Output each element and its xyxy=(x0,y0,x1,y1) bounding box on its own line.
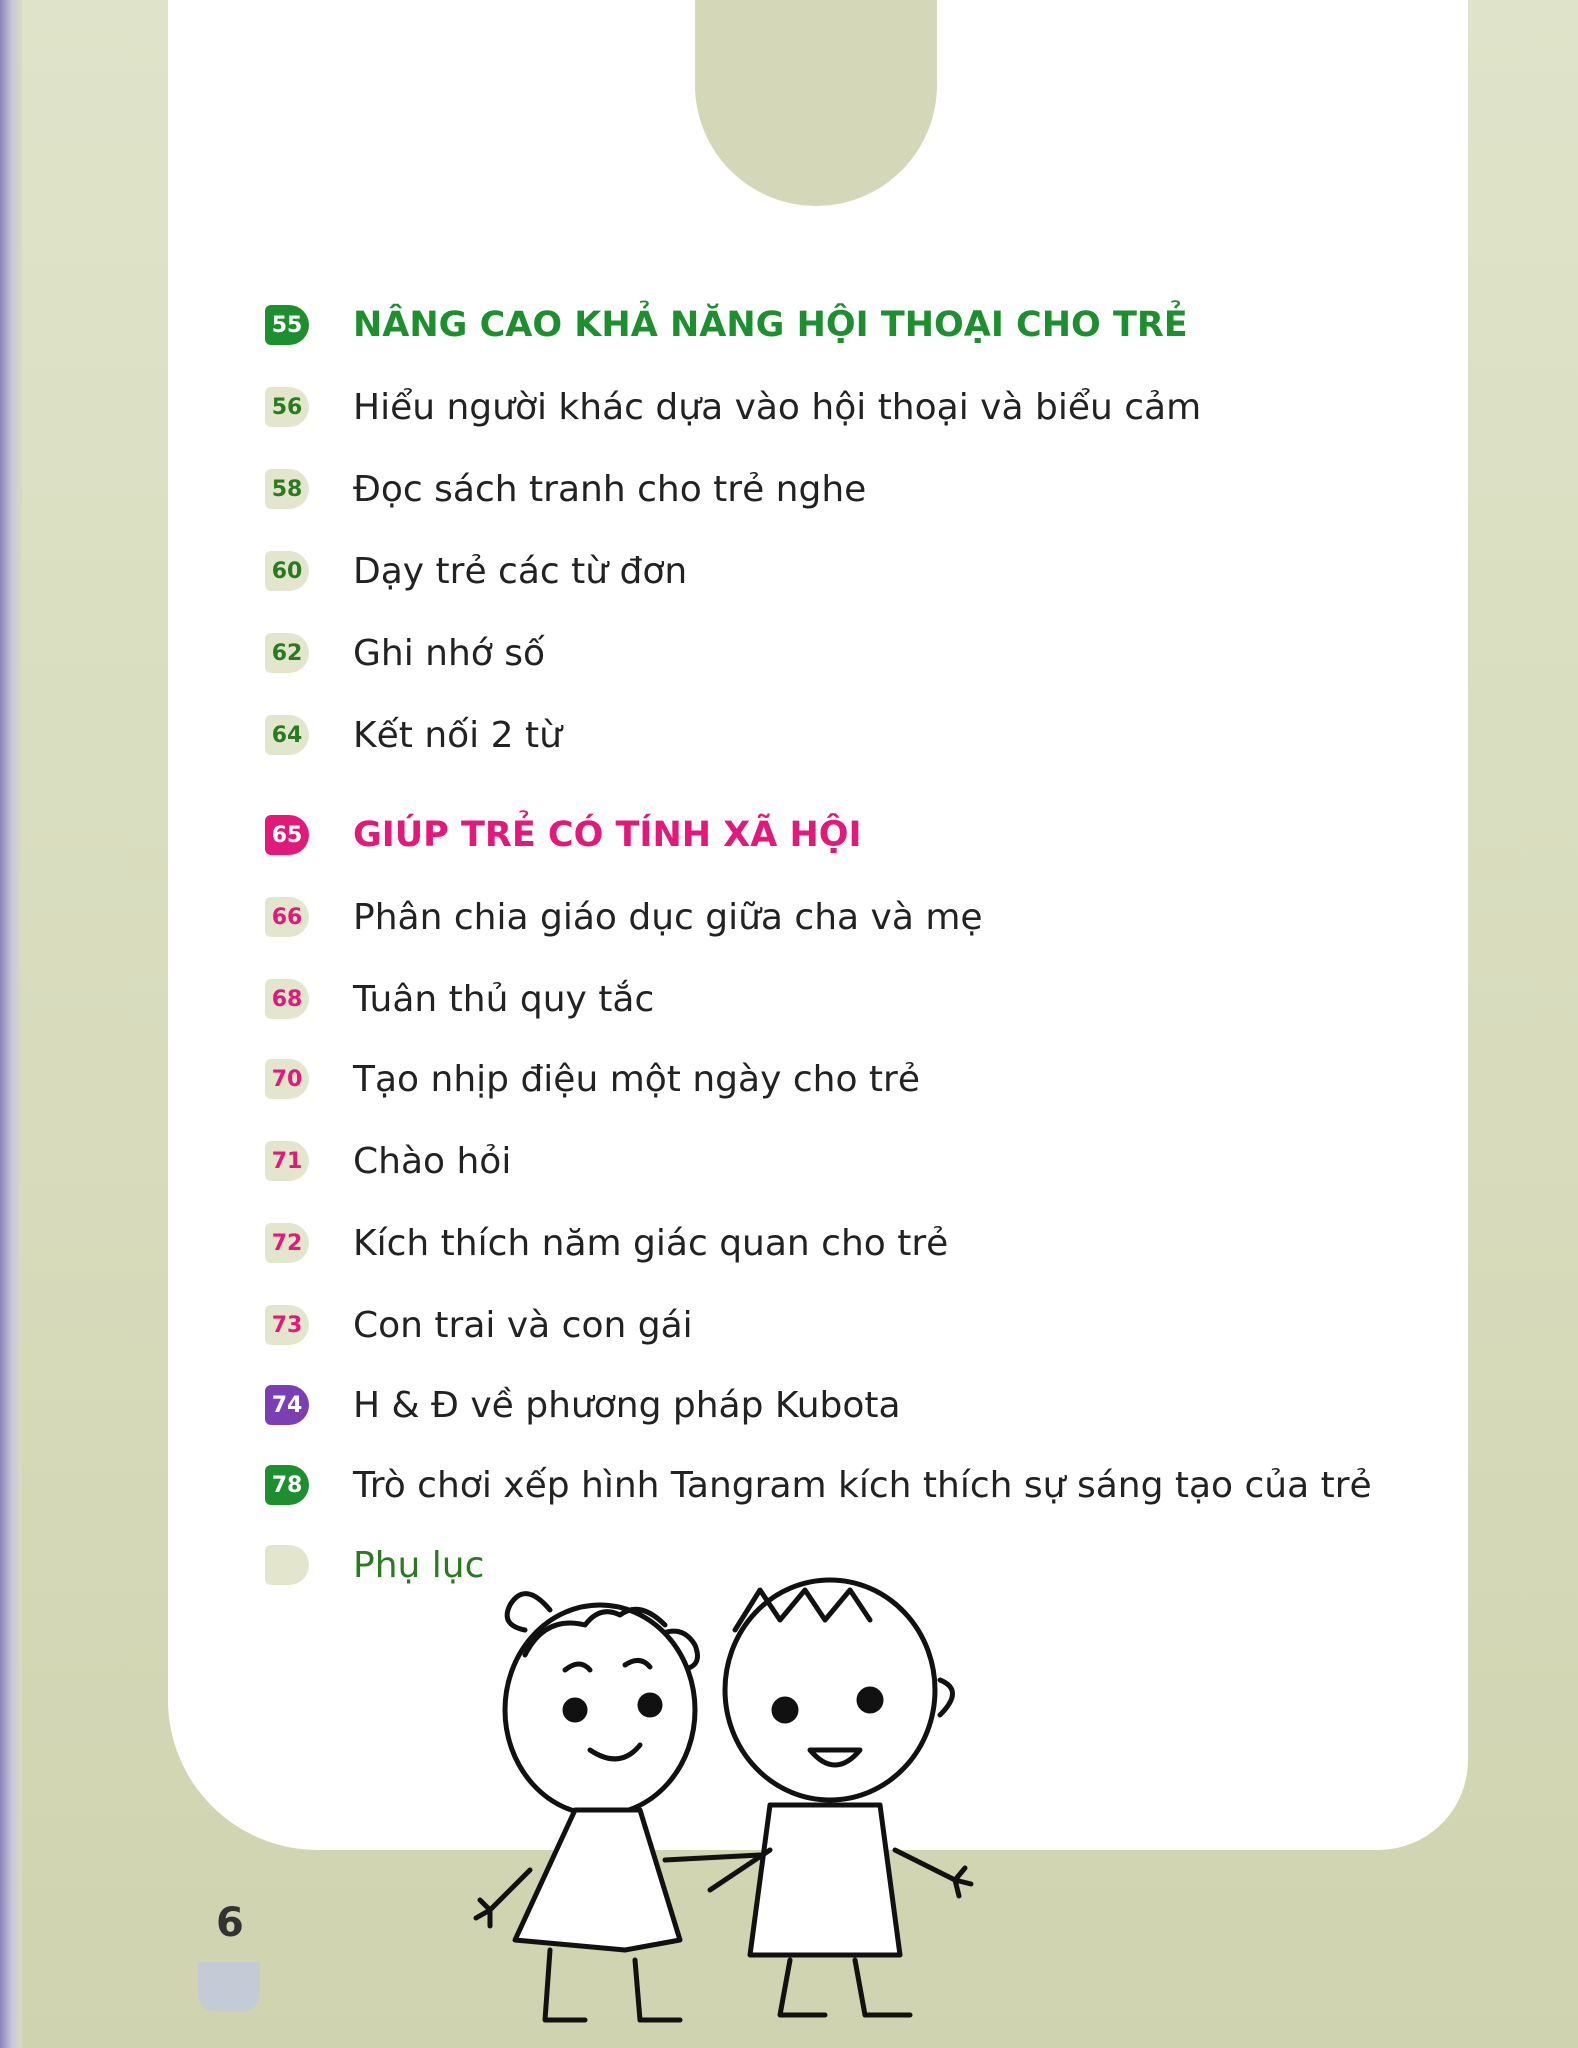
toc-item-label: Ghi nhớ số xyxy=(353,632,546,674)
page-number-badge: 64 xyxy=(265,715,309,755)
toc-entry[interactable] xyxy=(265,377,1201,437)
toc-item-label: H & Đ về phương pháp Kubota xyxy=(353,1384,901,1426)
girl-figure xyxy=(476,1594,760,2020)
toc-item-label: Kích thích năm giác quan cho trẻ xyxy=(353,1222,949,1264)
toc-item-label: Kết nối 2 từ xyxy=(353,714,562,756)
toc-entry[interactable] xyxy=(265,1131,511,1191)
toc-item-label: Tạo nhịp điệu một ngày cho trẻ xyxy=(353,1058,920,1100)
page-number-badge: 70 xyxy=(265,1059,309,1099)
page-number-badge: 55 xyxy=(265,305,309,345)
boy-figure xyxy=(710,1580,971,2015)
toc-section-heading: NÂNG CAO KHẢ NĂNG HỘI THOẠI CHO TRẺ xyxy=(353,305,1188,345)
toc-entry[interactable] xyxy=(265,805,862,865)
toc-entry[interactable] xyxy=(265,887,983,947)
toc-item-label: Hiểu người khác dựa vào hội thoại và biểu cảm xyxy=(353,386,1202,428)
toc-entry[interactable] xyxy=(265,1213,948,1273)
page-number-badge: 62 xyxy=(265,633,309,673)
toc-entry[interactable] xyxy=(265,295,1188,355)
toc-entry[interactable] xyxy=(265,541,687,601)
toc-entry[interactable] xyxy=(265,969,654,1029)
page-number-badge: 60 xyxy=(265,551,309,591)
page-number-badge: 78 xyxy=(265,1465,309,1505)
page-number-badge xyxy=(265,1545,309,1585)
toc-entry[interactable] xyxy=(265,623,545,683)
toc-item-label: Trò chơi xếp hình Tangram kích thích sự sáng tạo của trẻ xyxy=(353,1464,1372,1506)
toc-item-label: Đọc sách tranh cho trẻ nghe xyxy=(353,468,867,510)
toc-entry[interactable] xyxy=(265,1455,1372,1515)
page-number-tab xyxy=(198,1962,260,2012)
toc-item-label: Tuân thủ quy tắc xyxy=(353,978,655,1020)
page-number: 6 xyxy=(216,1900,244,1946)
page-number-badge: 73 xyxy=(265,1305,309,1345)
toc-item-label: Phụ lục xyxy=(353,1544,485,1586)
page-number-badge: 65 xyxy=(265,815,309,855)
toc-entry[interactable] xyxy=(265,1535,484,1595)
toc-entry[interactable] xyxy=(265,1295,693,1355)
toc-item-label: Chào hỏi xyxy=(353,1140,512,1182)
toc-item-label: Dạy trẻ các từ đơn xyxy=(353,550,688,592)
toc-section-heading: GIÚP TRẺ CÓ TÍNH XÃ HỘI xyxy=(353,815,862,855)
toc-entry[interactable] xyxy=(265,705,562,765)
page-number-badge: 56 xyxy=(265,387,309,427)
toc-entry[interactable] xyxy=(265,459,866,519)
page-number-badge: 68 xyxy=(265,979,309,1019)
toc-item-label: Phân chia giáo dục giữa cha và mẹ xyxy=(353,896,983,938)
page-number-badge: 71 xyxy=(265,1141,309,1181)
children-holding-hands-illustration xyxy=(470,1570,1050,2040)
toc-entry[interactable] xyxy=(265,1375,901,1435)
page-number-badge: 72 xyxy=(265,1223,309,1263)
page-number-badge: 66 xyxy=(265,897,309,937)
page-number-badge: 58 xyxy=(265,469,309,509)
toc-entry[interactable] xyxy=(265,1049,920,1109)
page-number-badge: 74 xyxy=(265,1385,309,1425)
toc-item-label: Con trai và con gái xyxy=(353,1304,693,1346)
